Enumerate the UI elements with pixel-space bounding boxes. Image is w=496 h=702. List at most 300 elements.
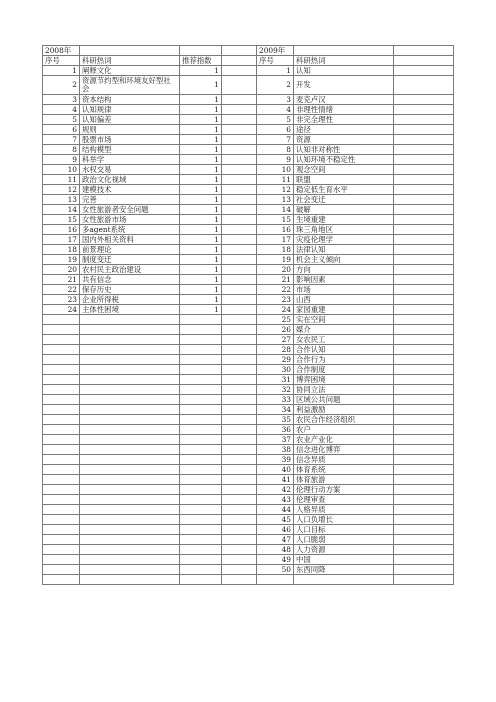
cell-empty [394, 535, 454, 545]
cell-index-2008: 15 [43, 215, 80, 225]
cell-empty [394, 565, 454, 575]
cell-index-2009: 15 [257, 215, 294, 225]
cell-index-2008: 8 [43, 145, 80, 155]
cell-spacer [222, 435, 257, 445]
cell-score-2008 [180, 485, 222, 495]
cell-keyword-2008 [80, 315, 180, 325]
cell-empty [394, 435, 454, 445]
cell-index-2008: 1 [43, 66, 80, 76]
table-row [43, 245, 454, 255]
header-keyword-2008: 科研热词 [80, 56, 180, 66]
cell-keyword-2009: 开发 [294, 76, 394, 95]
cell-index-2008 [43, 455, 80, 465]
cell-keyword-2009: 合作认知 [294, 345, 394, 355]
year-2009-label: 2009年 [257, 46, 294, 56]
cell-keyword-2009: 东西同降 [294, 565, 394, 575]
cell-empty [394, 465, 454, 475]
cell-index-2009: 50 [257, 565, 294, 575]
cell-empty [394, 475, 454, 485]
cell-score-2008 [180, 455, 222, 465]
cell-score-2008 [180, 335, 222, 345]
cell-keyword-2009: 生境重建 [294, 215, 394, 225]
cell-index-2009: 3 [257, 95, 294, 105]
cell-spacer [222, 385, 257, 395]
cell-empty [394, 385, 454, 395]
cell-keyword-2008 [80, 565, 180, 575]
cell-index-2008 [43, 475, 80, 485]
cell-index-2009: 36 [257, 425, 294, 435]
cell-empty [394, 66, 454, 76]
table-row [43, 475, 454, 485]
table-row [43, 335, 454, 345]
cell-index-2009: 25 [257, 315, 294, 325]
cell-empty [222, 575, 257, 585]
table-row [43, 225, 454, 235]
cell-index-2009: 39 [257, 455, 294, 465]
cell-index-2008: 18 [43, 245, 80, 255]
cell-keyword-2009: 区域公共问题 [294, 395, 394, 405]
cell-empty [394, 205, 454, 215]
cell-index-2008 [43, 535, 80, 545]
cell-empty [394, 425, 454, 435]
cell-empty [394, 295, 454, 305]
table-row [43, 105, 454, 115]
cell-keyword-2008: 水权交易 [80, 165, 180, 175]
cell-empty [394, 495, 454, 505]
cell-spacer [222, 265, 257, 275]
cell-spacer [222, 235, 257, 245]
cell-keyword-2009: 人力资源 [294, 545, 394, 555]
cell-index-2009: 2 [257, 76, 294, 95]
cell-index-2009: 19 [257, 255, 294, 265]
cell-score-2008: 1 [180, 105, 222, 115]
cell-keyword-2008: 主体性困境 [80, 305, 180, 315]
cell-keyword-2009: 山西 [294, 295, 394, 305]
cell-score-2008: 1 [180, 275, 222, 285]
cell-spacer [222, 185, 257, 195]
cell-empty [394, 405, 454, 415]
cell-score-2008 [180, 555, 222, 565]
cell-score-2008: 1 [180, 145, 222, 155]
cell-spacer [222, 455, 257, 465]
cell-index-2009: 43 [257, 495, 294, 505]
cell-index-2009: 17 [257, 235, 294, 245]
cell-empty [394, 225, 454, 235]
cell-keyword-2008: 股票市场 [80, 135, 180, 145]
cell-empty [394, 485, 454, 495]
cell-index-2008: 4 [43, 105, 80, 115]
cell-empty [43, 575, 80, 585]
cell-spacer [222, 505, 257, 515]
cell-keyword-2008: 多agent系统 [80, 225, 180, 235]
cell-spacer [222, 345, 257, 355]
cell-keyword-2009: 伦理行动方案 [294, 485, 394, 495]
cell-empty [394, 195, 454, 205]
cell-keyword-2008 [80, 415, 180, 425]
cell-spacer [222, 215, 257, 225]
cell-keyword-2008: 国内外相关资料 [80, 235, 180, 245]
cell-index-2008 [43, 355, 80, 365]
cell-score-2008: 1 [180, 245, 222, 255]
cell-keyword-2008: 阐释文化 [80, 66, 180, 76]
cell-index-2009: 34 [257, 405, 294, 415]
cell-score-2008 [180, 345, 222, 355]
cell-keyword-2009: 伦理审查 [294, 495, 394, 505]
cell-index-2009: 46 [257, 525, 294, 535]
cell-empty [394, 235, 454, 245]
cell-keyword-2009: 非理性情绪 [294, 105, 394, 115]
cell-index-2009: 22 [257, 285, 294, 295]
cell-empty [394, 415, 454, 425]
cell-spacer [222, 165, 257, 175]
cell-index-2009: 11 [257, 175, 294, 185]
table-row [43, 355, 454, 365]
table-row [43, 545, 454, 555]
cell-spacer [222, 115, 257, 125]
cell-keyword-2009: 农户 [294, 425, 394, 435]
cell-empty [394, 285, 454, 295]
cell-keyword-2008 [80, 435, 180, 445]
cell-index-2009: 35 [257, 415, 294, 425]
cell-empty [257, 575, 294, 585]
cell-spacer [222, 105, 257, 115]
cell-keyword-2009: 机会主义倾向 [294, 255, 394, 265]
cell-empty [394, 365, 454, 375]
cell-index-2009: 44 [257, 505, 294, 515]
cell-keyword-2008 [80, 445, 180, 455]
cell-keyword-2008 [80, 365, 180, 375]
table-row [43, 135, 454, 145]
cell-index-2008 [43, 545, 80, 555]
cell-index-2008: 11 [43, 175, 80, 185]
cell-empty [394, 95, 454, 105]
year-2008-label: 2008年 [43, 46, 80, 56]
cell-keyword-2008: 完善 [80, 195, 180, 205]
cell-empty [394, 275, 454, 285]
cell-keyword-2009: 破解 [294, 205, 394, 215]
cell-score-2008: 1 [180, 265, 222, 275]
header-index-2009: 序号 [257, 56, 294, 66]
cell-spacer [222, 175, 257, 185]
cell-score-2008 [180, 315, 222, 325]
cell-keyword-2009: 协同立法 [294, 385, 394, 395]
cell-index-2008: 14 [43, 205, 80, 215]
cell-keyword-2009: 博弈困境 [294, 375, 394, 385]
cell-empty [394, 445, 454, 455]
cell-empty [394, 115, 454, 125]
table-row [43, 395, 454, 405]
cell-empty [394, 105, 454, 115]
cell-score-2008 [180, 385, 222, 395]
cell-index-2009: 5 [257, 115, 294, 125]
cell-index-2009: 10 [257, 165, 294, 175]
cell-score-2008 [180, 495, 222, 505]
cell-empty [294, 575, 394, 585]
cell-spacer [222, 325, 257, 335]
table-row [43, 265, 454, 275]
cell-keyword-2008: 认知偏差 [80, 115, 180, 125]
cell-keyword-2008: 前景理论 [80, 245, 180, 255]
cell-empty [394, 255, 454, 265]
cell-score-2008 [180, 475, 222, 485]
table-row [43, 315, 454, 325]
cell-index-2009: 1 [257, 66, 294, 76]
cell-spacer [222, 305, 257, 315]
cell-keyword-2008 [80, 555, 180, 565]
cell-score-2008 [180, 515, 222, 525]
cell-keyword-2009: 非完全理性 [294, 115, 394, 125]
cell-keyword-2008 [80, 475, 180, 485]
cell-spacer [222, 495, 257, 505]
table-row [43, 445, 454, 455]
header-keyword-2009: 科研热词 [294, 56, 394, 66]
cell-keyword-2008: 企业所得税 [80, 295, 180, 305]
cell-keyword-2009: 实在空间 [294, 315, 394, 325]
cell-index-2008 [43, 505, 80, 515]
cell-keyword-2008 [80, 465, 180, 475]
table-row [43, 435, 454, 445]
cell-spacer [222, 555, 257, 565]
cell-keyword-2009: 认知非对称性 [294, 145, 394, 155]
table-row [43, 185, 454, 195]
cell-spacer [222, 485, 257, 495]
table-row [43, 555, 454, 565]
table-row [43, 155, 454, 165]
table-row [43, 455, 454, 465]
cell-empty [394, 545, 454, 555]
cell-empty [394, 515, 454, 525]
cell-empty [394, 315, 454, 325]
header-row [43, 56, 454, 66]
cell-index-2008 [43, 395, 80, 405]
cell-keyword-2008: 制度变迁 [80, 255, 180, 265]
cell-score-2008: 1 [180, 66, 222, 76]
cell-empty [180, 575, 222, 585]
cell-spacer [222, 405, 257, 415]
cell-index-2008 [43, 565, 80, 575]
cell-keyword-2008: 女性旅游市场 [80, 215, 180, 225]
table-row [43, 535, 454, 545]
cell-spacer [222, 445, 257, 455]
cell-score-2008: 1 [180, 305, 222, 315]
cell-keyword-2008 [80, 485, 180, 495]
cell-empty [394, 555, 454, 565]
cell-score-2008: 1 [180, 165, 222, 175]
cell-index-2008 [43, 365, 80, 375]
cell-index-2009: 42 [257, 485, 294, 495]
cell-keyword-2009: 市场 [294, 285, 394, 295]
cell-index-2008 [43, 345, 80, 355]
cell-keyword-2008 [80, 545, 180, 555]
cell-spacer [222, 515, 257, 525]
cell-spacer [222, 225, 257, 235]
cell-index-2009: 14 [257, 205, 294, 215]
cell-score-2008 [180, 415, 222, 425]
cell-index-2009: 4 [257, 105, 294, 115]
cell-keyword-2009: 农民合作经济组织 [294, 415, 394, 425]
cell-keyword-2009: 人格异质 [294, 505, 394, 515]
table-row [43, 115, 454, 125]
cell-index-2008 [43, 385, 80, 395]
table-row [43, 275, 454, 285]
cell-empty [394, 265, 454, 275]
cell-keyword-2009: 合作制度 [294, 365, 394, 375]
cell-spacer [222, 285, 257, 295]
cell-keyword-2009: 麦克卢汉 [294, 95, 394, 105]
cell-index-2008: 2 [43, 76, 80, 95]
cell-keyword-2009: 人口脆弱 [294, 535, 394, 545]
cell-index-2008 [43, 335, 80, 345]
cell-score-2008 [180, 395, 222, 405]
cell-spacer [222, 535, 257, 545]
cell-index-2008 [43, 425, 80, 435]
cell-index-2008 [43, 515, 80, 525]
cell-index-2008 [43, 315, 80, 325]
table-row [43, 415, 454, 425]
cell-spacer [222, 545, 257, 555]
cell-keyword-2008: 资本结构 [80, 95, 180, 105]
cell-score-2008: 1 [180, 205, 222, 215]
cell-keyword-2009: 途径 [294, 125, 394, 135]
cell-index-2008: 23 [43, 295, 80, 305]
cell-score-2008: 1 [180, 195, 222, 205]
cell-score-2008: 1 [180, 76, 222, 95]
table-row [43, 165, 454, 175]
cell-keyword-2009: 合作行为 [294, 355, 394, 365]
cell-index-2009: 13 [257, 195, 294, 205]
cell-keyword-2008 [80, 405, 180, 415]
table-row [43, 175, 454, 185]
cell-empty [394, 305, 454, 315]
cell-score-2008: 1 [180, 125, 222, 135]
cell-empty [394, 175, 454, 185]
cell-keyword-2009: 信念进化博弈 [294, 445, 394, 455]
cell-empty [394, 135, 454, 145]
cell-spacer [222, 95, 257, 105]
cell-index-2009: 49 [257, 555, 294, 565]
cell-empty [394, 525, 454, 535]
cell-spacer [222, 66, 257, 76]
cell-keyword-2008: 政治文化视域 [80, 175, 180, 185]
cell-keyword-2008 [80, 345, 180, 355]
table-row [43, 305, 454, 315]
table-row [43, 465, 454, 475]
cell-index-2008 [43, 495, 80, 505]
cell-index-2009: 32 [257, 385, 294, 395]
cell-index-2008 [43, 485, 80, 495]
cell-keyword-2008 [80, 495, 180, 505]
cell-index-2009: 12 [257, 185, 294, 195]
cell-keyword-2008: 认知规律 [80, 105, 180, 115]
cell-score-2008: 1 [180, 295, 222, 305]
cell-keyword-2008: 资源节约型和环境友好型社会 [80, 76, 180, 95]
cell-keyword-2009: 稳定低生育水平 [294, 185, 394, 195]
cell-empty [394, 76, 454, 95]
cell-index-2009: 30 [257, 365, 294, 375]
cell-keyword-2009: 女农民工 [294, 335, 394, 345]
cell-index-2008 [43, 445, 80, 455]
table-row [43, 505, 454, 515]
table-row [43, 125, 454, 135]
cell-keyword-2009: 体育系统 [294, 465, 394, 475]
cell-spacer [222, 125, 257, 135]
table-row [43, 325, 454, 335]
cell-keyword-2009: 认知环境不稳定性 [294, 155, 394, 165]
cell-index-2009: 33 [257, 395, 294, 405]
header-score-2008: 推荐指数 [180, 56, 222, 66]
table-row [43, 295, 454, 305]
cell-index-2009: 28 [257, 345, 294, 355]
cell-index-2008: 20 [43, 265, 80, 275]
cell-index-2008 [43, 415, 80, 425]
cell-index-2008 [43, 405, 80, 415]
cell-spacer [222, 76, 257, 95]
cell-spacer [222, 395, 257, 405]
table-row [43, 365, 454, 375]
cell-empty [394, 375, 454, 385]
table-row [43, 485, 454, 495]
cell-score-2008 [180, 405, 222, 415]
cell-keyword-2008: 规则 [80, 125, 180, 135]
cell-spacer [222, 375, 257, 385]
cell-index-2009: 48 [257, 545, 294, 555]
cell-score-2008: 1 [180, 115, 222, 125]
cell-empty [394, 245, 454, 255]
cell-empty [394, 455, 454, 465]
cell-index-2008: 13 [43, 195, 80, 205]
cell-spacer [222, 565, 257, 575]
cell-score-2008: 1 [180, 155, 222, 165]
cell-keyword-2009: 信念异质 [294, 455, 394, 465]
table-row [43, 195, 454, 205]
cell-index-2009: 27 [257, 335, 294, 345]
table-row [43, 345, 454, 355]
cell-score-2008: 1 [180, 135, 222, 145]
cell-keyword-2009: 资源 [294, 135, 394, 145]
cell-spacer [222, 475, 257, 485]
cell-index-2008 [43, 375, 80, 385]
cell-spacer [222, 355, 257, 365]
cell-keyword-2009: 利益激励 [294, 405, 394, 415]
cell-spacer [222, 145, 257, 155]
table-row [43, 375, 454, 385]
table-row-empty [43, 575, 454, 585]
cell-score-2008 [180, 355, 222, 365]
cell-score-2008: 1 [180, 235, 222, 245]
cell-score-2008: 1 [180, 215, 222, 225]
table-row [43, 285, 454, 295]
keyword-table [42, 45, 454, 585]
cell-spacer [222, 425, 257, 435]
cell-empty [394, 505, 454, 515]
cell-keyword-2009: 观念空间 [294, 165, 394, 175]
cell-index-2009: 9 [257, 155, 294, 165]
cell-index-2008: 21 [43, 275, 80, 285]
cell-index-2008: 6 [43, 125, 80, 135]
cell-keyword-2008 [80, 535, 180, 545]
cell-score-2008 [180, 375, 222, 385]
table-row [43, 205, 454, 215]
cell-index-2009: 41 [257, 475, 294, 485]
cell-spacer [222, 155, 257, 165]
cell-keyword-2008 [80, 385, 180, 395]
cell-index-2008: 22 [43, 285, 80, 295]
cell-spacer [222, 315, 257, 325]
table-row [43, 255, 454, 265]
cell-spacer [222, 335, 257, 345]
cell-score-2008 [180, 545, 222, 555]
cell-index-2008: 9 [43, 155, 80, 165]
